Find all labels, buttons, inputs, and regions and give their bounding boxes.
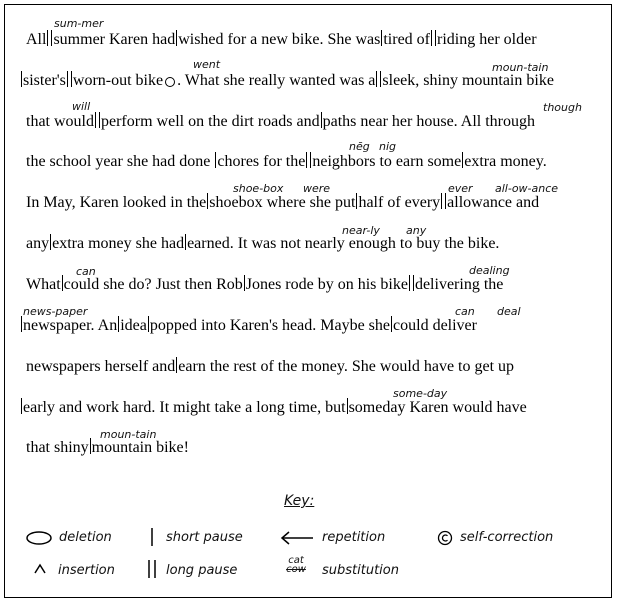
long-pause-mark [306, 152, 311, 168]
annotation-label: were [303, 182, 331, 195]
long-pause-mark [441, 193, 446, 209]
passage-text: extra money she had [52, 235, 185, 252]
passage-text: All [26, 31, 47, 48]
passage-text: delivering the [414, 276, 504, 293]
short-pause-mark [21, 71, 22, 87]
annotation-label: dealing [469, 264, 510, 277]
passage-text: In May, Karen looked in the [26, 194, 207, 211]
annotation-label: went [193, 58, 221, 71]
key-label: substitution [322, 563, 399, 578]
substitution-word-below: cow [286, 564, 306, 575]
long-pause-mark [95, 112, 100, 128]
annotation-label: all-ow-ance [495, 182, 559, 195]
key-label: repetition [322, 530, 386, 545]
annotation-label: can [455, 305, 475, 318]
short-pause-mark [90, 438, 91, 454]
passage-text: that shiny [26, 439, 89, 456]
passage-text: paths near her house. All through [322, 113, 536, 130]
short-pause-mark [50, 234, 51, 250]
deletion-mark [165, 77, 175, 87]
passage-text: newspaper. An [23, 317, 118, 334]
annotation-label: moun-tain [100, 428, 157, 441]
passage-text: any [26, 235, 50, 252]
passage-text: half of every [358, 194, 441, 211]
substitution-word-above: cat [288, 555, 304, 566]
passage-text: allowance and [447, 194, 540, 211]
passage-line [26, 275, 503, 295]
key-label: insertion [58, 563, 115, 578]
passage-text: newspapers herself and [26, 358, 176, 375]
passage-text: idea [120, 317, 147, 334]
passage-line [26, 357, 514, 377]
key-label: short pause [166, 530, 243, 545]
document-frame [4, 4, 612, 598]
annotation-label: some-day [393, 387, 448, 400]
passage-text: could deliver [393, 317, 477, 334]
annotation-label: sum-mer [54, 17, 104, 30]
passage-text: earned. It was not nearly enough to buy the bike. [187, 235, 500, 252]
passage-text: mountain bike! [91, 439, 189, 456]
long-pause-mark [47, 30, 52, 46]
passage-text: sleek, shiny mountain bike [382, 72, 554, 89]
short-pause-mark [391, 316, 392, 332]
short-pause-mark [185, 234, 186, 250]
passage-text: extra money. [464, 153, 547, 170]
short-pause-mark [321, 112, 322, 128]
passage-text: summer Karen had [53, 31, 176, 48]
passage-text: popped into Karen's head. Maybe she [149, 317, 391, 334]
passage-text: earn the rest of the money. She would have to get up [178, 358, 515, 375]
key-label: self-correction [460, 530, 554, 545]
short-pause-mark [21, 398, 22, 414]
passage-text: chores for the [217, 153, 306, 170]
passage-text: tired of [383, 31, 431, 48]
passage-text: Jones rode by on his bike [245, 276, 408, 293]
annotation-label: nēg [349, 140, 370, 153]
passage-text: someday Karen would have [348, 399, 527, 416]
annotation-label: will [72, 100, 91, 113]
passage-text: could she do? Just then Rob [63, 276, 243, 293]
annotation-label: though [543, 101, 582, 114]
passage-line [26, 112, 535, 132]
annotation-label: shoe-box [233, 182, 284, 195]
annotation-label: moun-tain [492, 61, 549, 74]
long-pause-mark [67, 71, 72, 87]
key-title: Key: [284, 493, 315, 509]
passage-text: riding her older [437, 31, 537, 48]
short-pause-mark [244, 275, 245, 291]
short-pause-mark [347, 398, 348, 414]
annotation-label: ever [448, 182, 473, 195]
passage-line [26, 234, 499, 254]
passage-text: sister's [23, 72, 66, 89]
short-pause-mark [21, 316, 22, 332]
passage-line [20, 316, 477, 336]
passage-line [26, 193, 539, 213]
key-label: long pause [166, 563, 238, 578]
passage-text: the school year she had done [26, 153, 215, 170]
passage-text: that would [26, 113, 94, 130]
passage-text: perform well on the dirt roads and [101, 113, 320, 130]
short-pause-mark [62, 275, 63, 291]
annotation-label: can [76, 265, 96, 278]
passage-line [20, 71, 554, 91]
annotation-label: near-ly [342, 224, 380, 237]
passage-text: worn-out bike [72, 72, 164, 89]
long-pause-mark [431, 30, 436, 46]
annotation-label: deal [497, 305, 521, 318]
passage-text: wished for a new bike. She was [178, 31, 381, 48]
long-pause-mark [376, 71, 381, 87]
passage-text: neighbors to earn some [312, 153, 462, 170]
annotation-label: any [406, 224, 427, 237]
passage-text: early and work hard. It might take a long time, but [23, 399, 346, 416]
long-pause-mark [409, 275, 414, 291]
passage-text: What [26, 276, 61, 293]
passage-text: . What she really wanted was a [177, 72, 376, 89]
key-label: deletion [59, 530, 112, 545]
short-pause-mark [148, 316, 149, 332]
annotation-label: nig [379, 140, 397, 153]
passage-line [26, 438, 189, 458]
passage-text: shoebox where she put [209, 194, 356, 211]
passage-line [26, 152, 547, 172]
passage-line [20, 398, 527, 418]
annotation-label: news-paper [23, 305, 88, 318]
passage-line [26, 30, 537, 50]
